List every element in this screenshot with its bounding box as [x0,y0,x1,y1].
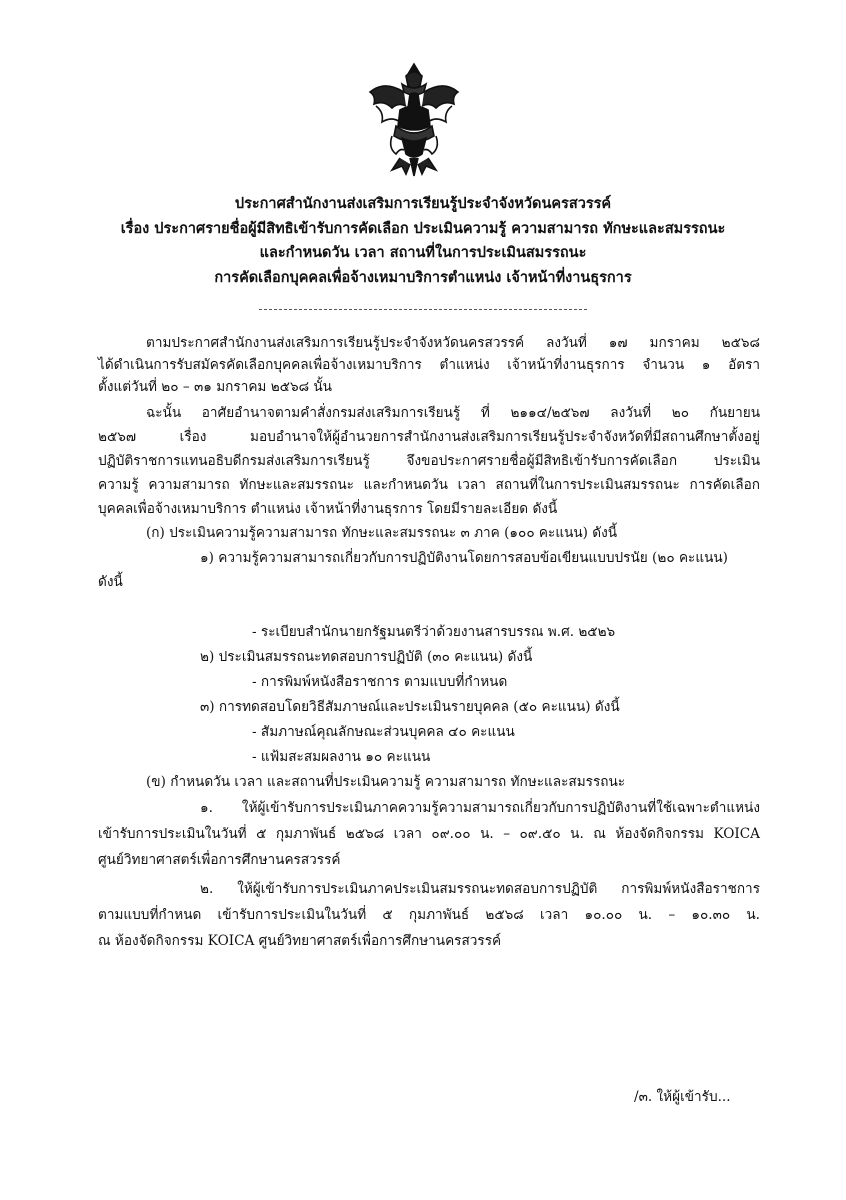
title-line-2: เรื่อง ประกาศรายชื่อผู้มีสิทธิเข้ารับการคัดเลือก ประเมินความรู้ ความสามารถ ทักษะและสมรรถนะ [120,219,726,237]
paragraph-1-line-2: ได้ดำเนินการรับสมัครคัดเลือกบุคคลเพื่อจ้างเหมาบริการ ตำแหน่ง เจ้าหน้าที่งานธุรการ จำนวน ๑ อัตรา [98,357,760,373]
section-b-item-2-line-2: ตามแบบที่กำหนด เข้ารับการประเมินในวันที่ ๕ กุมภาพันธ์ ๒๕๖๘ เวลา ๑๐.๐๐ น. – ๑๐.๓๐ น. [98,907,760,923]
title-divider [259,309,587,310]
section-a-item-2: ๒) ประเมินสมรรถนะทดสอบการปฏิบัติ (๓๐ คะแนน) ดังนี้ [200,649,533,665]
section-b-item-2-line-1: ๒. ให้ผู้เข้ารับการประเมินภาคประเมินสมรรถนะทดสอบการปฏิบัติ การพิมพ์หนังสือราชการ [200,881,760,897]
section-a-item-2-bullet: - การพิมพ์หนังสือราชการ ตามแบบที่กำหนด [252,674,508,690]
section-a-item-1-continued: ดังนี้ [98,574,123,590]
next-page-continuation: /๓. ให้ผู้เข้ารับ... [634,1089,731,1105]
section-b-item-1-line-3: ศูนย์วิทยาศาสตร์เพื่อการศึกษานครสวรรค์ [98,852,341,868]
section-a-item-3: ๓) การทดสอบโดยวิธีสัมภาษณ์และประเมินรายบุคคล (๕๐ คะแนน) ดังนี้ [200,699,620,715]
section-a-heading: (ก) ประเมินความรู้ความสามารถ ทักษะและสมรรถนะ ๓ ภาค (๑๐๐ คะแนน) ดังนี้ [146,525,618,541]
title-line-1: ประกาศสำนักงานส่งเสริมการเรียนรู้ประจำจังหวัดนครสวรรค์ [234,195,612,212]
paragraph-2-line-3: ปฏิบัติราชการแทนอธิบดีกรมส่งเสริมการเรียนรู้ จึงขอประกาศรายชื่อผู้มีสิทธิเข้ารับการคัดเลือก ประเมิน [98,453,760,469]
section-b-item-2-line-3: ณ ห้องจัดกิจกรรม KOICA ศูนย์วิทยาศาสตร์เพื่อการศึกษานครสวรรค์ [98,933,502,949]
paragraph-2-line-5: บุคคลเพื่อจ้างเหมาบริการ ตำแหน่ง เจ้าหน้าที่งานธุรการ โดยมีรายละเอียด ดังนี้ [98,501,558,517]
section-b-item-1-line-1: ๑. ให้ผู้เข้ารับการประเมินภาคความรู้ความสามารถเกี่ยวกับการปฏิบัติงานที่ใช้เฉพาะตำแหน่ง [200,800,760,816]
announcement-title [60,192,786,290]
section-a-item-1: ๑) ความรู้ความสามารถเกี่ยวกับการปฏิบัติงานโดยการสอบข้อเขียนแบบปรนัย (๒๐ คะแนน) [200,550,728,566]
paragraph-1-line-1: ตามประกาศสำนักงานส่งเสริมการเรียนรู้ประจำจังหวัดนครสวรรค์ ลงวันที่ ๑๗ มกราคม ๒๕๖๘ [146,335,760,351]
paragraph-1-line-3: ตั้งแต่วันที่ ๒๐ – ๓๑ มกราคม ๒๕๖๘ นั้น [98,379,332,395]
section-b-heading: (ข) กำหนดวัน เวลา และสถานที่ประเมินความรู้ ความสามารถ ทักษะและสมรรถนะ [146,774,626,790]
paragraph-2-line-4: ความรู้ ความสามารถ ทักษะและสมรรถนะ และกำหนดวัน เวลา สถานที่ในการประเมินสมรรถนะ การคัดเลือก [98,477,760,493]
section-a-item-3-bullet-1: - สัมภาษณ์คุณลักษณะส่วนบุคคล ๔๐ คะแนน [252,724,515,740]
section-a-item-3-bullet-2: - แฟ้มสะสมผลงาน ๑๐ คะแนน [252,749,431,765]
title-line-3: และกำหนดวัน เวลา สถานที่ในการประเมินสมรรถนะ [259,244,587,261]
paragraph-2-line-1: ฉะนั้น อาศัยอำนาจตามคำสั่งกรมส่งเสริมการเรียนรู้ ที่ ๒๑๑๔/๒๕๖๗ ลงวันที่ ๒๐ กันยายน [146,405,760,421]
section-a-item-1-bullet: - ระเบียบสำนักนายกรัฐมนตรีว่าด้วยงานสารบรรณ พ.ศ. ๒๕๒๖ [252,624,616,640]
section-b-item-1-line-2: เข้ารับการประเมินในวันที่ ๕ กุมภาพันธ์ ๒๕๖๘ เวลา ๐๙.๐๐ น. – ๐๙.๕๐ น. ณ ห้องจัดกิจกรรม KOICA [98,826,760,842]
title-line-4: การคัดเลือกบุคคลเพื่อจ้างเหมาบริการตำแหน่ง เจ้าหน้าที่งานธุรการ [214,268,632,286]
garuda-emblem-icon [362,62,466,178]
paragraph-2-line-2: ๒๕๖๗ เรื่อง มอบอำนาจให้ผู้อำนวยการสำนักงานส่งเสริมการเรียนรู้ประจำจังหวัดที่มีสถานศึกษาตั้งอยู่ [98,429,760,445]
